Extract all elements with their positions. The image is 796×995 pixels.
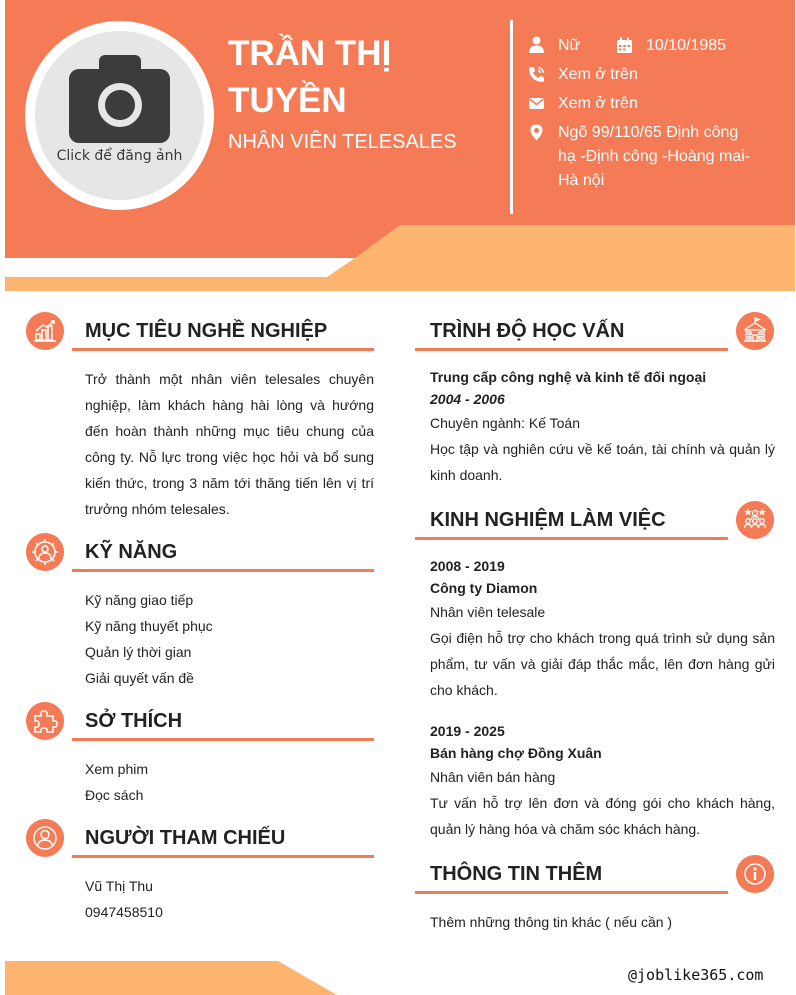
experience-underline <box>415 537 728 540</box>
list-item: Quản lý thời gian <box>85 644 192 660</box>
skills-title: KỸ NĂNG <box>85 541 178 563</box>
additional-underline <box>415 891 728 894</box>
skills-underline <box>72 569 374 572</box>
footer-stripe <box>5 961 345 995</box>
puzzle-icon <box>26 702 64 740</box>
calendar-icon <box>616 37 633 54</box>
reference-name: Vũ Thị Thu <box>85 878 153 894</box>
list-item: Giải quyết vấn đề <box>85 670 194 686</box>
objective-underline <box>72 348 374 351</box>
education-description: Học tập và nghiên cứu về kế toán, tài chính và quản lý kinh doanh. <box>430 441 775 483</box>
camera-icon[interactable] <box>69 55 170 143</box>
education-period: 2004 - 2006 <box>430 391 505 407</box>
hobbies-underline <box>72 738 374 741</box>
education-major: Chuyên ngành: Kế Toán <box>430 415 580 431</box>
address-line-1: Ngõ 99/110/65 Định công <box>558 124 739 141</box>
job-description: Tư vấn hỗ trợ lên đơn và đóng gói cho khách hàng, quản lý hàng hóa và chăm sóc khách hàng. <box>430 795 775 837</box>
additional-text: Thêm những thông tin khác ( nếu cần ) <box>430 914 673 930</box>
team-icon <box>736 501 774 539</box>
list-item: Kỹ năng giao tiếp <box>85 592 194 608</box>
hobbies-title: SỞ THÍCH <box>85 710 183 732</box>
job-period: 2008 - 2019 <box>430 558 505 574</box>
job-company: Công ty Diamon <box>430 580 538 596</box>
email-value: Xem ở trên <box>558 95 638 112</box>
job-company: Bán hàng chợ Đồng Xuân <box>430 745 602 761</box>
user-icon <box>528 36 545 53</box>
experience-title: KINH NGHIỆM LÀM VIỆC <box>430 509 666 531</box>
photo-upload-caption[interactable]: Click để đăng ảnh <box>56 148 183 164</box>
address-line-3: Hà nội <box>558 172 605 189</box>
address-line-2: hạ -Định công -Hoàng mai- <box>558 148 751 165</box>
experience-entry <box>430 555 775 703</box>
phone-value: Xem ở trên <box>558 66 638 83</box>
chart-icon <box>26 312 64 350</box>
references-info <box>85 873 374 925</box>
skills-list <box>85 587 374 691</box>
list-item: Đọc sách <box>85 787 144 803</box>
name-line-2: TUYỀN <box>228 81 347 120</box>
list-item: Kỹ năng thuyết phục <box>85 618 213 634</box>
job-title: NHÂN VIÊN TELESALES <box>228 131 457 153</box>
gender-value: Nữ <box>558 37 581 54</box>
footer-website[interactable]: @joblike365.com <box>628 966 764 984</box>
header-divider <box>510 20 513 214</box>
candidate-name <box>228 30 498 124</box>
objective-text: Trở thành một nhân viên telesales chuyên nghiệp, làm khách hàng hài lòng và hướng đến hoàn thành những mục tiêu chung của công ty. Nỗ lực trong việc học hỏi và bổ sung kiến thức, trong 3 năm tới thăng tiến lên vị trí trưởng nhóm telesales. <box>85 371 374 517</box>
objective-title: MỤC TIÊU NGHỀ NGHIỆP <box>85 320 328 342</box>
education-entry <box>430 366 775 488</box>
job-position: Nhân viên telesale <box>430 604 546 620</box>
gear-person-icon <box>26 533 64 571</box>
job-description: Gọi điện hỗ trợ cho khách trong quá trình sử dụng sản phẩm, tư vấn và giải đáp thắc mắc, lên đơn hàng gửi cho khách. <box>430 630 775 698</box>
education-underline <box>415 348 728 351</box>
location-icon <box>528 124 545 141</box>
birthdate-value: 10/10/1985 <box>646 37 727 54</box>
email-icon <box>528 95 545 112</box>
info-icon <box>736 855 774 893</box>
reference-phone: 0947458510 <box>85 904 163 920</box>
school-icon <box>736 312 774 350</box>
job-position: Nhân viên bán hàng <box>430 769 556 785</box>
references-underline <box>72 855 374 858</box>
job-period: 2019 - 2025 <box>430 723 505 739</box>
person-circle-icon <box>26 819 64 857</box>
references-title: NGƯỜI THAM CHIẾU <box>85 827 286 849</box>
additional-title: THÔNG TIN THÊM <box>430 863 603 885</box>
school-name: Trung cấp công nghệ và kinh tế đối ngoại <box>430 369 707 385</box>
experience-entry <box>430 720 775 842</box>
education-title: TRÌNH ĐỘ HỌC VẤN <box>430 320 625 342</box>
list-item: Xem phim <box>85 761 149 777</box>
hobbies-list <box>85 756 374 808</box>
phone-icon <box>528 66 545 83</box>
name-line-1: TRẦN THỊ <box>228 34 392 73</box>
address-value <box>558 121 750 193</box>
